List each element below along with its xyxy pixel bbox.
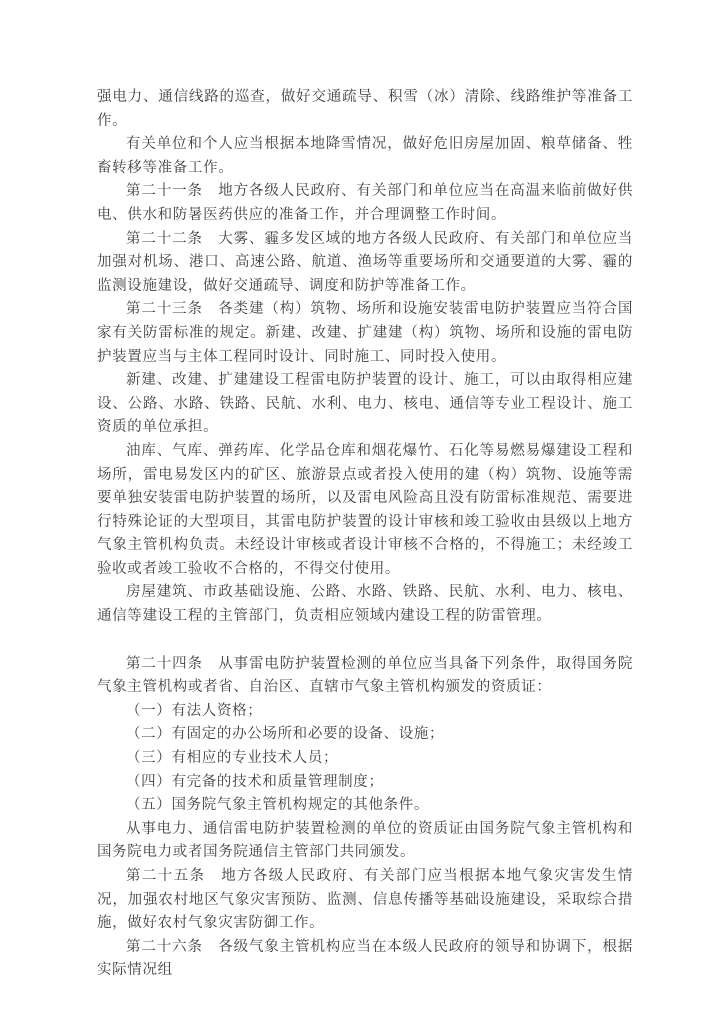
article-23-paragraph-1: 第二十三条 各类建（构）筑物、场所和设施安装雷电防护装置应当符合国家有关防雷标准的规定。新建、改建、扩建建（构）筑物、场所和设施的雷电防护装置应当与主体工程同时设计、同时施工、同时投入使用。	[97, 301, 633, 365]
article-24-item-3: （三）有相应的专业技术人员；	[126, 750, 339, 767]
paragraph-snow-preparation: 有关单位和个人应当根据本地降雪情况，做好危旧房屋加固、粮草储备、牲畜转移等准备工作。	[97, 136, 633, 176]
article-24-closing-paragraph: 从事电力、通信雷电防护装置检测的单位的资质证由国务院气象主管机构和国务院电力或者国务院通信主管部门共同颁发。	[97, 820, 633, 861]
article-25-paragraph: 第二十五条 地方各级人民政府、有关部门应当根据本地气象灾害发生情况，加强农村地区气象灾害预防、监测、信息传播等基础设施建设，采取综合措施，做好农村气象灾害防御工作。	[97, 868, 633, 932]
article-24-paragraph: 第二十四条 从事雷电防护装置检测的单位应当具备下列条件，取得国务院气象主管机构或者省、自治区、直辖市气象主管机构颁发的资质证：	[97, 655, 633, 696]
article-24-item-2: （二）有固定的办公场所和必要的设备、设施；	[126, 726, 445, 743]
article-26-paragraph: 第二十六条 各级气象主管机构应当在本级人民政府的领导和协调下，根据实际情况组	[97, 938, 633, 979]
article-23-paragraph-3: 油库、气库、弹药库、化学品仓库和烟花爆竹、石化等易燃易爆建设工程和场所，雷电易发区内的矿区、旅游景点或者投入使用的建（构）筑物、设施等需要单独安装雷电防护装置的场所，以及雷电风险高且没有防雷标准规范、需要进行特殊论证的大型项目，其雷电防护装置的设计审核和竣工验收由县级以上地方气象主管机构负责。未经设计审核或者设计审核不合格的，不得施工；未经竣工验收或者竣工验收不合格的，不得交付使用。	[97, 442, 633, 577]
article-24-item-1: （一）有法人资格；	[126, 702, 263, 719]
continuation-paragraph: 强电力、通信线路的巡查，做好交通疏导、积雪（冰）清除、线路维护等准备工作。	[97, 89, 633, 129]
article-24-item-4: （四）有完备的技术和质量管理制度；	[126, 773, 384, 790]
article-23-paragraph-2: 新建、改建、扩建建设工程雷电防护装置的设计、施工，可以由取得相应建设、公路、水路、铁路、民航、水利、电力、核电、通信等专业工程设计、施工资质的单位承担。	[97, 372, 633, 436]
document-text-block	[97, 86, 633, 983]
article-21-paragraph: 第二十一条 地方各级人民政府、有关部门和单位应当在高温来临前做好供电、供水和防暑医药供应的准备工作，并合理调整工作时间。	[97, 183, 633, 223]
article-22-paragraph: 第二十二条 大雾、霾多发区域的地方各级人民政府、有关部门和单位应当加强对机场、港口、高速公路、航道、渔场等重要场所和交通要道的大雾、霾的监测设施建设，做好交通疏导、调度和防护等准备工作。	[97, 230, 633, 294]
article-23-paragraph-4: 房屋建筑、市政基础设施、公路、水路、铁路、民航、水利、电力、核电、通信等建设工程的主管部门，负责相应领域内建设工程的防雷管理。	[97, 584, 633, 625]
article-24-item-5: （五）国务院气象主管机构规定的其他条件。	[126, 797, 430, 814]
